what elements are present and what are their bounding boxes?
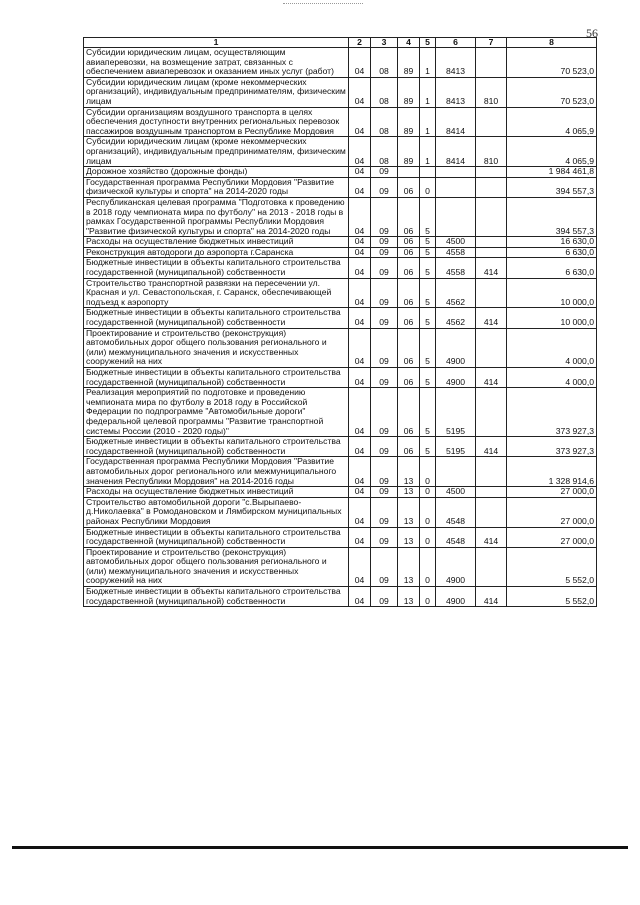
row-code-cell-6 <box>436 167 476 178</box>
row-code-cell-7 <box>476 457 507 487</box>
row-code-cell-7 <box>476 48 507 78</box>
row-code-cell-8: 70 523,0 <box>507 48 597 78</box>
row-code-cell-8: 6 630,0 <box>507 247 597 258</box>
row-code-cell-2: 04 <box>349 457 371 487</box>
table-row <box>84 167 597 178</box>
header-col-1: 1 <box>84 38 349 48</box>
row-code-cell-2: 04 <box>349 487 371 498</box>
row-code-cell-5: 1 <box>420 48 436 78</box>
row-code-cell-2: 04 <box>349 278 371 308</box>
row-name-cell: Бюджетные инвестиции в объекты капитального строительства государственной (муниципальной) собственности <box>84 587 349 607</box>
table-row <box>84 388 597 437</box>
row-code-cell-6: 5195 <box>436 437 476 457</box>
row-code-cell-8: 1 984 461,8 <box>507 167 597 178</box>
row-name-cell: Субсидии организациям воздушного транспорта в целях обеспечения доступности внутренних региональных перевозок пассажиров воздушным транспортом в Республике Мордовия <box>84 107 349 137</box>
row-code-cell-6: 4900 <box>436 547 476 586</box>
row-code-cell-6: 4900 <box>436 328 476 367</box>
row-code-cell-2: 04 <box>349 177 371 197</box>
row-code-cell-7 <box>476 237 507 248</box>
row-code-cell-3: 09 <box>371 278 398 308</box>
row-code-cell-4: 06 <box>398 308 420 328</box>
row-code-cell-5: 0 <box>420 547 436 586</box>
row-name-cell: Субсидии юридическим лицам (кроме некоммерческих организаций), индивидуальным предпринимателям, физическим лицам <box>84 77 349 107</box>
row-name-cell: Строительство автомобильной дороги "с.Вырыпаево-д.Николаевка" в Ромодановском и Лямбирском муниципальных районах Республики Мордовия <box>84 497 349 527</box>
row-code-cell-8: 27 000,0 <box>507 527 597 547</box>
row-name-cell: Государственная программа Республики Мордовия "Развитие физической культуры и спорта" на 2014-2020 годы <box>84 177 349 197</box>
row-code-cell-5: 5 <box>420 247 436 258</box>
row-code-cell-4: 89 <box>398 107 420 137</box>
row-name-cell: Расходы на осуществление бюджетных инвестиций <box>84 487 349 498</box>
row-code-cell-7 <box>476 487 507 498</box>
row-code-cell-2: 04 <box>349 237 371 248</box>
row-code-cell-2: 04 <box>349 388 371 437</box>
row-code-cell-8: 5 552,0 <box>507 587 597 607</box>
row-code-cell-8: 5 552,0 <box>507 547 597 586</box>
row-code-cell-7 <box>476 497 507 527</box>
row-code-cell-8: 4 065,9 <box>507 107 597 137</box>
row-code-cell-4: 06 <box>398 328 420 367</box>
row-name-cell: Проектирование и строительство (реконструкция) автомобильных дорог общего пользования регионального и (или) межмуниципального значения и искусственных сооружений на них <box>84 328 349 367</box>
row-code-cell-2: 04 <box>349 197 371 236</box>
row-code-cell-2: 04 <box>349 308 371 328</box>
row-code-cell-5: 5 <box>420 368 436 388</box>
row-code-cell-3: 09 <box>371 247 398 258</box>
row-code-cell-6: 8413 <box>436 48 476 78</box>
row-name-cell: Бюджетные инвестиции в объекты капитального строительства государственной (муниципальной) собственности <box>84 308 349 328</box>
row-code-cell-2: 04 <box>349 247 371 258</box>
row-code-cell-5: 5 <box>420 388 436 437</box>
row-code-cell-4: 89 <box>398 48 420 78</box>
header-col-4: 4 <box>398 38 420 48</box>
row-name-cell: Республиканская целевая программа "Подготовка к проведению в 2018 году чемпионата мира по футболу" на 2013 - 2018 годы в рамках Государственной программы Республики Мордовия "Развитие физической культуры и спорта" на 2014-2020 годы <box>84 197 349 236</box>
row-code-cell-8: 4 065,9 <box>507 137 597 167</box>
row-code-cell-5: 5 <box>420 197 436 236</box>
row-code-cell-5: 0 <box>420 497 436 527</box>
row-code-cell-5: 0 <box>420 587 436 607</box>
row-code-cell-7 <box>476 388 507 437</box>
row-code-cell-3: 09 <box>371 308 398 328</box>
row-code-cell-5: 5 <box>420 328 436 367</box>
row-code-cell-5: 0 <box>420 487 436 498</box>
row-code-cell-4: 06 <box>398 278 420 308</box>
row-code-cell-3: 09 <box>371 197 398 236</box>
table-row <box>84 177 597 197</box>
row-code-cell-4: 06 <box>398 437 420 457</box>
row-name-cell: Бюджетные инвестиции в объекты капитального строительства государственной (муниципальной) собственности <box>84 437 349 457</box>
row-code-cell-2: 04 <box>349 547 371 586</box>
row-name-cell: Субсидии юридическим лицам, осуществляющим авиаперевозки, на возмещение затрат, связанных с обеспечением авиаперевозок и оказанием иных услуг (работ) <box>84 48 349 78</box>
table-row <box>84 278 597 308</box>
row-code-cell-4: 13 <box>398 527 420 547</box>
row-code-cell-3: 09 <box>371 547 398 586</box>
header-col-7: 7 <box>476 38 507 48</box>
row-code-cell-3: 09 <box>371 497 398 527</box>
table-row <box>84 237 597 248</box>
row-code-cell-4: 06 <box>398 237 420 248</box>
row-code-cell-4: 06 <box>398 258 420 278</box>
row-name-cell: Бюджетные инвестиции в объекты капитального строительства государственной (муниципальной) собственности <box>84 368 349 388</box>
row-code-cell-7: 414 <box>476 308 507 328</box>
row-code-cell-4: 06 <box>398 177 420 197</box>
row-code-cell-3: 08 <box>371 137 398 167</box>
row-code-cell-7: 414 <box>476 437 507 457</box>
row-code-cell-6: 4900 <box>436 368 476 388</box>
row-code-cell-8: 6 630,0 <box>507 258 597 278</box>
table-row <box>84 137 597 167</box>
header-col-6: 6 <box>436 38 476 48</box>
row-code-cell-8: 27 000,0 <box>507 497 597 527</box>
row-code-cell-7 <box>476 278 507 308</box>
table-row <box>84 547 597 586</box>
row-code-cell-3: 09 <box>371 527 398 547</box>
row-code-cell-3: 09 <box>371 328 398 367</box>
row-name-cell: Бюджетные инвестиции в объекты капитального строительства государственной (муниципальной) собственности <box>84 527 349 547</box>
row-code-cell-7: 810 <box>476 77 507 107</box>
row-code-cell-5: 0 <box>420 177 436 197</box>
row-code-cell-5: 1 <box>420 137 436 167</box>
row-code-cell-5: 0 <box>420 527 436 547</box>
row-code-cell-2: 04 <box>349 48 371 78</box>
table-row <box>84 197 597 236</box>
row-code-cell-3: 08 <box>371 48 398 78</box>
row-code-cell-8: 10 000,0 <box>507 308 597 328</box>
row-code-cell-6: 4562 <box>436 278 476 308</box>
row-code-cell-5: 5 <box>420 308 436 328</box>
row-code-cell-5: 5 <box>420 278 436 308</box>
row-code-cell-8: 70 523,0 <box>507 77 597 107</box>
row-code-cell-2: 04 <box>349 497 371 527</box>
row-code-cell-4: 89 <box>398 77 420 107</box>
row-code-cell-4: 06 <box>398 368 420 388</box>
row-code-cell-4: 06 <box>398 197 420 236</box>
row-code-cell-2: 04 <box>349 328 371 367</box>
row-name-cell: Расходы на осуществление бюджетных инвестиций <box>84 237 349 248</box>
row-code-cell-6: 4900 <box>436 587 476 607</box>
row-code-cell-2: 04 <box>349 167 371 178</box>
row-code-cell-7: 414 <box>476 368 507 388</box>
row-code-cell-8: 4 000,0 <box>507 328 597 367</box>
row-code-cell-4: 13 <box>398 547 420 586</box>
row-code-cell-8: 373 927,3 <box>507 437 597 457</box>
row-code-cell-2: 04 <box>349 437 371 457</box>
row-name-cell: Реконструкция автодороги до аэропорта г.Саранска <box>84 247 349 258</box>
row-code-cell-6: 4562 <box>436 308 476 328</box>
table-row <box>84 457 597 487</box>
row-code-cell-7: 810 <box>476 137 507 167</box>
scan-mark <box>283 3 363 5</box>
row-code-cell-8: 4 000,0 <box>507 368 597 388</box>
table-row <box>84 437 597 457</box>
table-row <box>84 308 597 328</box>
row-code-cell-8: 1 328 914,6 <box>507 457 597 487</box>
row-code-cell-3: 09 <box>371 388 398 437</box>
row-code-cell-8: 394 557,3 <box>507 177 597 197</box>
row-code-cell-7: 414 <box>476 527 507 547</box>
table-body <box>84 48 597 607</box>
row-code-cell-6: 4558 <box>436 258 476 278</box>
row-code-cell-2: 04 <box>349 107 371 137</box>
row-name-cell: Субсидии юридическим лицам (кроме некоммерческих организаций), индивидуальным предпринимателям, физическим лицам <box>84 137 349 167</box>
row-code-cell-6: 8413 <box>436 77 476 107</box>
row-name-cell: Государственная программа Республики Мордовия "Развитие автомобильных дорог регионального или межмуниципального значения Республики Мордовия" на 2014-2016 годы <box>84 457 349 487</box>
row-code-cell-4: 13 <box>398 587 420 607</box>
row-code-cell-6: 4548 <box>436 527 476 547</box>
row-code-cell-5: 1 <box>420 77 436 107</box>
row-code-cell-8: 16 630,0 <box>507 237 597 248</box>
header-col-3: 3 <box>371 38 398 48</box>
row-code-cell-6: 4558 <box>436 247 476 258</box>
table-row <box>84 77 597 107</box>
row-code-cell-4: 06 <box>398 388 420 437</box>
row-code-cell-5: 5 <box>420 437 436 457</box>
row-code-cell-3: 09 <box>371 487 398 498</box>
table-row <box>84 487 597 498</box>
row-code-cell-6: 8414 <box>436 107 476 137</box>
row-code-cell-7 <box>476 107 507 137</box>
row-code-cell-3: 09 <box>371 258 398 278</box>
row-code-cell-2: 04 <box>349 137 371 167</box>
header-col-5: 5 <box>420 38 436 48</box>
row-code-cell-2: 04 <box>349 527 371 547</box>
row-code-cell-3: 09 <box>371 237 398 248</box>
row-code-cell-4: 06 <box>398 247 420 258</box>
row-code-cell-7: 414 <box>476 258 507 278</box>
row-code-cell-7 <box>476 177 507 197</box>
row-code-cell-5: 5 <box>420 258 436 278</box>
row-code-cell-6: 5195 <box>436 388 476 437</box>
table-row <box>84 107 597 137</box>
header-col-8: 8 <box>507 38 597 48</box>
row-code-cell-3: 09 <box>371 587 398 607</box>
table-row <box>84 48 597 78</box>
table-row <box>84 497 597 527</box>
row-code-cell-6: 8414 <box>436 137 476 167</box>
row-code-cell-3: 09 <box>371 177 398 197</box>
row-code-cell-5: 0 <box>420 457 436 487</box>
row-code-cell-8: 27 000,0 <box>507 487 597 498</box>
row-code-cell-4 <box>398 167 420 178</box>
row-code-cell-6 <box>436 457 476 487</box>
row-code-cell-6: 4500 <box>436 487 476 498</box>
row-code-cell-3: 08 <box>371 77 398 107</box>
row-code-cell-7 <box>476 328 507 367</box>
table-row <box>84 587 597 607</box>
row-code-cell-5: 1 <box>420 107 436 137</box>
row-code-cell-4: 13 <box>398 457 420 487</box>
row-code-cell-7 <box>476 197 507 236</box>
row-code-cell-2: 04 <box>349 77 371 107</box>
budget-table <box>83 37 597 607</box>
table-row <box>84 368 597 388</box>
row-name-cell: Проектирование и строительство (реконструкция) автомобильных дорог общего пользования регионального и (или) межмуниципального значения и искусственных сооружений на них <box>84 547 349 586</box>
table-row <box>84 328 597 367</box>
row-name-cell: Строительство транспортной развязки на пересечении ул. Красная и ул. Севастопольская, г. Саранск, обеспечивающей подъезд к аэропорту <box>84 278 349 308</box>
row-code-cell-3: 08 <box>371 107 398 137</box>
row-name-cell: Бюджетные инвестиции в объекты капитального строительства государственной (муниципальной) собственности <box>84 258 349 278</box>
header-col-2: 2 <box>349 38 371 48</box>
row-code-cell-6 <box>436 197 476 236</box>
row-code-cell-6 <box>436 177 476 197</box>
row-code-cell-7: 414 <box>476 587 507 607</box>
row-code-cell-5 <box>420 167 436 178</box>
row-code-cell-3: 09 <box>371 437 398 457</box>
page-bottom-rule <box>12 846 628 849</box>
row-code-cell-7 <box>476 247 507 258</box>
row-code-cell-2: 04 <box>349 587 371 607</box>
row-code-cell-4: 13 <box>398 487 420 498</box>
row-code-cell-8: 394 557,3 <box>507 197 597 236</box>
row-code-cell-5: 5 <box>420 237 436 248</box>
row-code-cell-8: 10 000,0 <box>507 278 597 308</box>
table-row <box>84 258 597 278</box>
row-code-cell-7 <box>476 167 507 178</box>
row-code-cell-6: 4500 <box>436 237 476 248</box>
row-code-cell-2: 04 <box>349 258 371 278</box>
row-code-cell-4: 89 <box>398 137 420 167</box>
page-number: 56 <box>586 26 598 40</box>
row-code-cell-3: 09 <box>371 368 398 388</box>
row-code-cell-2: 04 <box>349 368 371 388</box>
row-name-cell: Реализация мероприятий по подготовке и проведению чемпионата мира по футболу в 2018 году в Российской Федерации по подпрограмме "Автомобильные дороги" федеральной целевой программы "Развитие транспортной системы России (2010 - 2020 годы)" <box>84 388 349 437</box>
row-code-cell-3: 09 <box>371 457 398 487</box>
row-code-cell-6: 4548 <box>436 497 476 527</box>
row-code-cell-3: 09 <box>371 167 398 178</box>
row-code-cell-8: 373 927,3 <box>507 388 597 437</box>
row-code-cell-4: 13 <box>398 497 420 527</box>
row-code-cell-7 <box>476 547 507 586</box>
table-row <box>84 247 597 258</box>
table-header-row <box>84 38 597 48</box>
row-name-cell: Дорожное хозяйство (дорожные фонды) <box>84 167 349 178</box>
table-row <box>84 527 597 547</box>
